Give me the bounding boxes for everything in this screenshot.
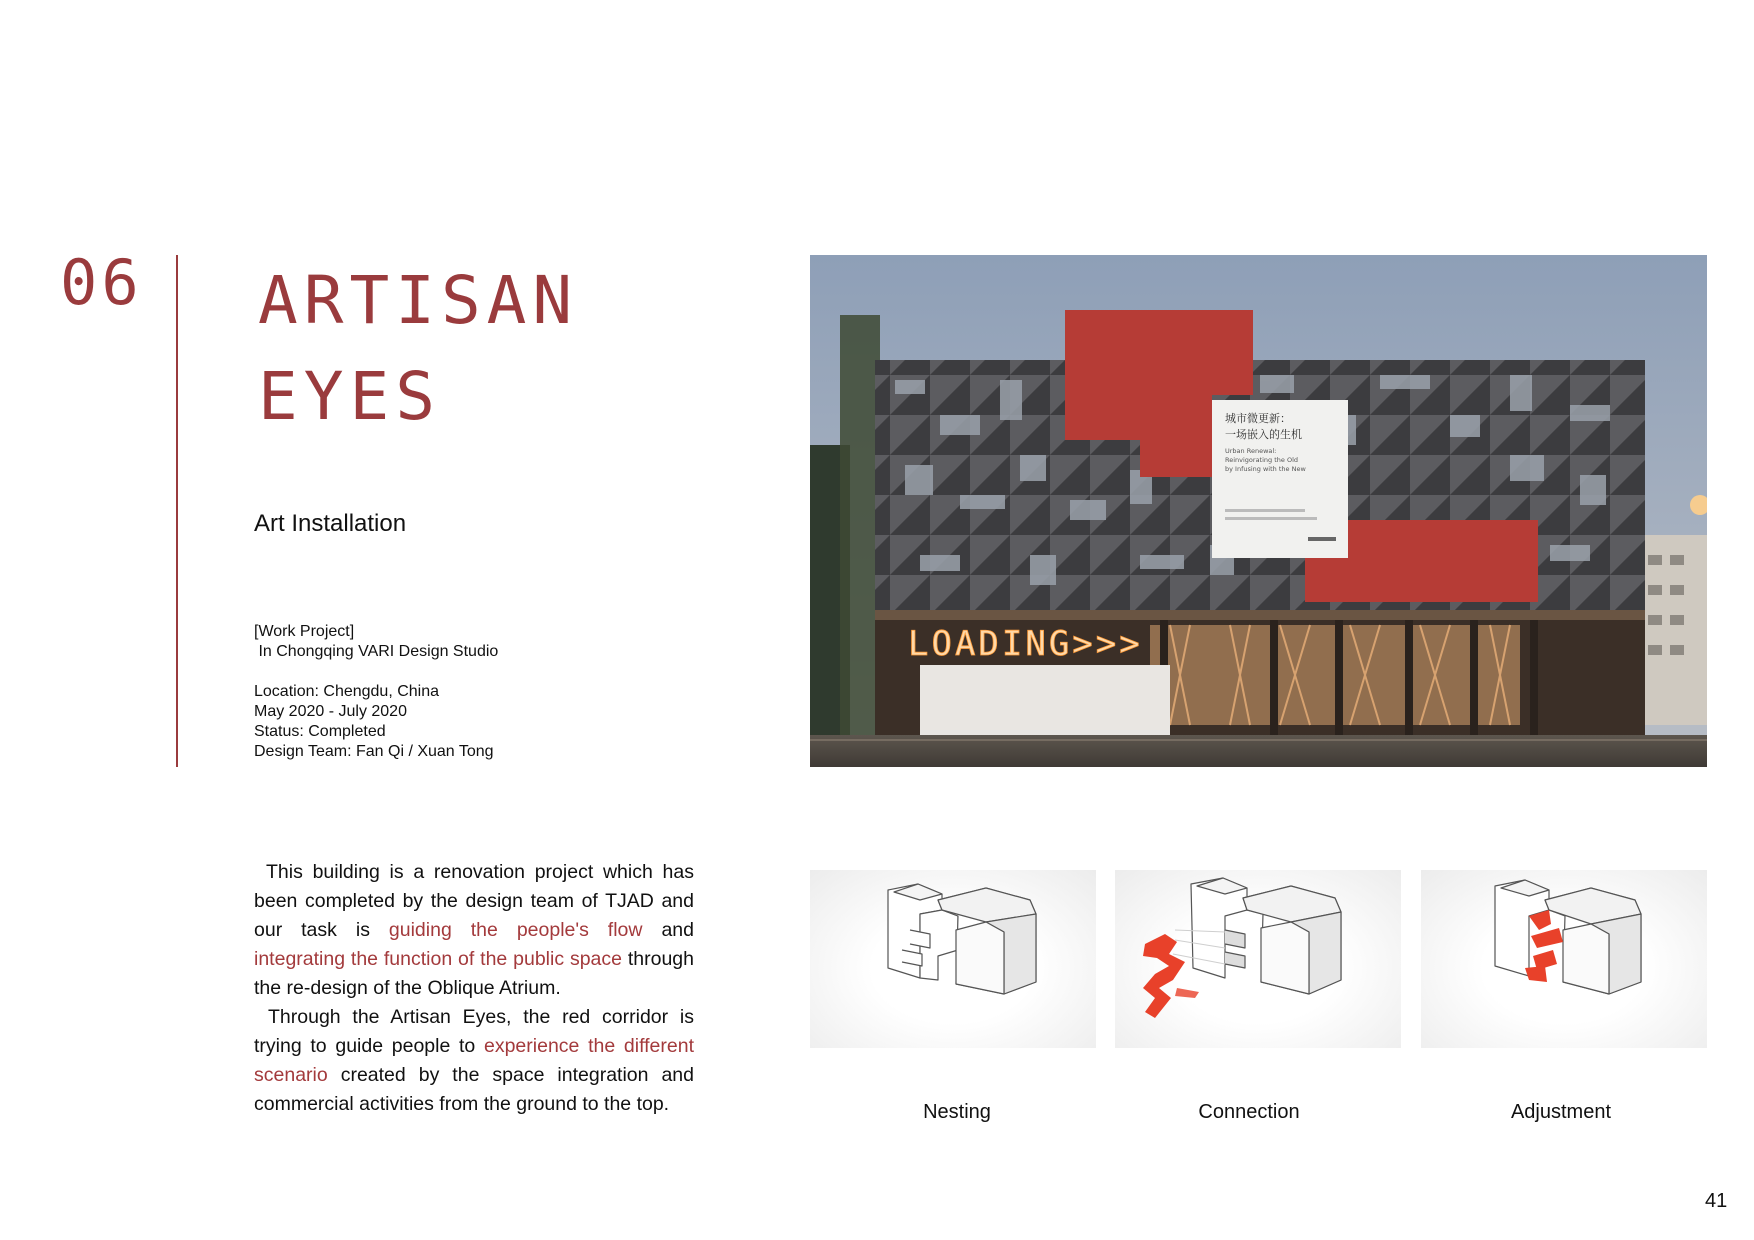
description-paragraph-2: [254, 1003, 694, 1119]
banner-cn-2: 一场嵌入的生机: [1225, 428, 1302, 441]
description-highlight: integrating the function of the public space: [254, 948, 622, 970]
project-description: [254, 858, 694, 1119]
diagram-nesting: [810, 870, 1096, 1048]
scaffold-shape: [840, 315, 880, 735]
description-text: through the re-design of the Oblique Atrium.: [254, 948, 694, 999]
meta-studio: In Chongqing VARI Design Studio: [254, 643, 499, 660]
description-paragraph-1: [254, 858, 694, 1003]
adjustment-illustration: [1421, 870, 1707, 1048]
divider-line: [176, 255, 178, 767]
description-text: and: [642, 919, 694, 941]
meta-team: Design Team: Fan Qi / Xuan Tong: [254, 743, 494, 760]
diagram-connection: [1115, 870, 1401, 1048]
neon-sign: LOADING>>>: [908, 624, 1143, 664]
meta-project-type: [Work Project]: [254, 623, 355, 640]
meta-location: Location: Chengdu, China: [254, 683, 440, 700]
project-subtitle: Art Installation: [254, 510, 407, 537]
banner-en-3: by Infusing with the New: [1225, 465, 1306, 473]
description-text: created by the space integration and commercial activities from the ground to the top.: [254, 1064, 694, 1115]
project-title-line2: EYES: [258, 358, 441, 435]
description-text: This building is a renovation project which has been completed by the design team of TJAD and our task is: [254, 861, 694, 941]
diagram-adjustment: [1421, 870, 1707, 1048]
meta-dates: May 2020 - July 2020: [254, 703, 407, 720]
project-title-line1: ARTISAN: [258, 262, 579, 339]
description-highlight: experience the different scenario: [254, 1035, 694, 1086]
description-highlight: guiding the people's flow: [388, 919, 643, 941]
project-meta: [254, 622, 498, 762]
banner-en-2: Reinvigorating the Old: [1225, 456, 1299, 464]
meta-spacer: [254, 662, 498, 682]
description-text: Through the Artisan Eyes, the red corridor is trying to guide people to: [254, 1006, 694, 1057]
caption-adjustment: Adjustment: [1510, 1101, 1612, 1123]
connection-illustration: [1115, 870, 1401, 1048]
section-number: 06: [60, 246, 143, 319]
caption-connection: Connection: [1198, 1101, 1300, 1123]
banner-en-1: Urban Renewal:: [1225, 447, 1277, 455]
red-corridor: [1525, 910, 1563, 982]
banner-cn-1: 城市微更新：: [1225, 412, 1291, 425]
building-photo: [810, 255, 1707, 767]
caption-nesting: Nesting: [923, 1101, 991, 1123]
meta-status: Status: Completed: [254, 723, 386, 740]
project-title: [258, 253, 578, 445]
page-number: 41: [1705, 1190, 1728, 1212]
red-corridor: [1143, 934, 1199, 1018]
exhibition-wall: [920, 665, 1170, 735]
building-illustration: [810, 255, 1707, 767]
nesting-illustration: [810, 870, 1096, 1048]
